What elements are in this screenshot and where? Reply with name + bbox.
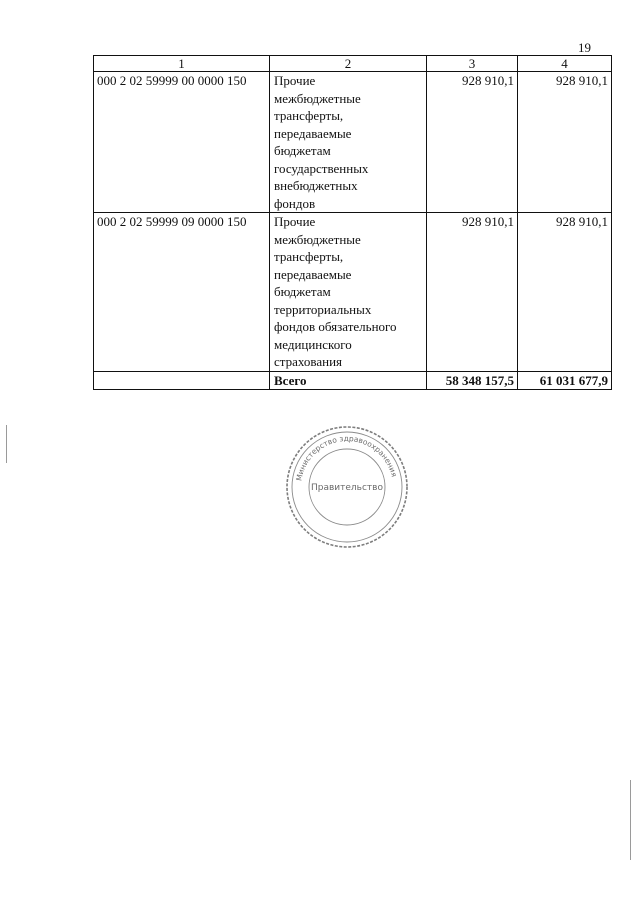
- value-cell-3: 928 910,1: [427, 213, 518, 372]
- page-number: 19: [578, 40, 591, 55]
- seal-center-text: Правительство: [311, 483, 383, 493]
- total-value-3: 58 348 157,5: [427, 371, 518, 390]
- name-line: территориальных: [274, 301, 372, 317]
- name-line: передаваемые: [274, 266, 352, 282]
- name-line: медицинского: [274, 336, 352, 352]
- value-cell-4: 928 910,1: [518, 72, 612, 213]
- total-row: [94, 371, 612, 390]
- name-cell: [270, 72, 427, 213]
- name-line: трансферты,: [274, 108, 344, 123]
- margin-scan-mark: [630, 780, 631, 860]
- name-line: фондов обязательного: [274, 319, 397, 334]
- seal-ring-text: Министерство здравоохранения: [294, 433, 399, 482]
- margin-scan-mark: [6, 425, 7, 463]
- table-row: [94, 213, 612, 372]
- table-header-row: [94, 56, 612, 72]
- header-cell-2: 2: [270, 56, 427, 72]
- name-line: государственных: [274, 160, 369, 176]
- name-line: фондов: [274, 195, 316, 211]
- name-line: межбюджетные: [274, 231, 361, 247]
- name-line: Прочие: [274, 73, 316, 88]
- budget-table: [93, 55, 612, 390]
- total-code-cell: [94, 371, 270, 390]
- name-cell: [270, 213, 427, 372]
- table-row: [94, 72, 612, 213]
- header-cell-3: 3: [427, 56, 518, 72]
- header-cell-1: 1: [94, 56, 270, 72]
- code-cell: 000 2 02 59999 00 0000 150: [94, 72, 270, 213]
- header-cell-4: 4: [518, 56, 612, 72]
- total-value-4: 61 031 677,9: [518, 371, 612, 390]
- name-line: передаваемые: [274, 125, 352, 141]
- name-line: бюджетам: [274, 143, 331, 158]
- name-line: Прочие: [274, 214, 316, 229]
- name-line: внебюджетных: [274, 178, 358, 193]
- value-cell-4: 928 910,1: [518, 213, 612, 372]
- name-line: межбюджетные: [274, 90, 361, 106]
- name-line: трансферты,: [274, 249, 344, 264]
- name-line: страхования: [274, 354, 343, 369]
- name-line: бюджетам: [274, 284, 331, 299]
- code-cell: 000 2 02 59999 09 0000 150: [94, 213, 270, 372]
- total-label: Всего: [270, 371, 427, 390]
- value-cell-3: 928 910,1: [427, 72, 518, 213]
- official-seal: [284, 424, 410, 550]
